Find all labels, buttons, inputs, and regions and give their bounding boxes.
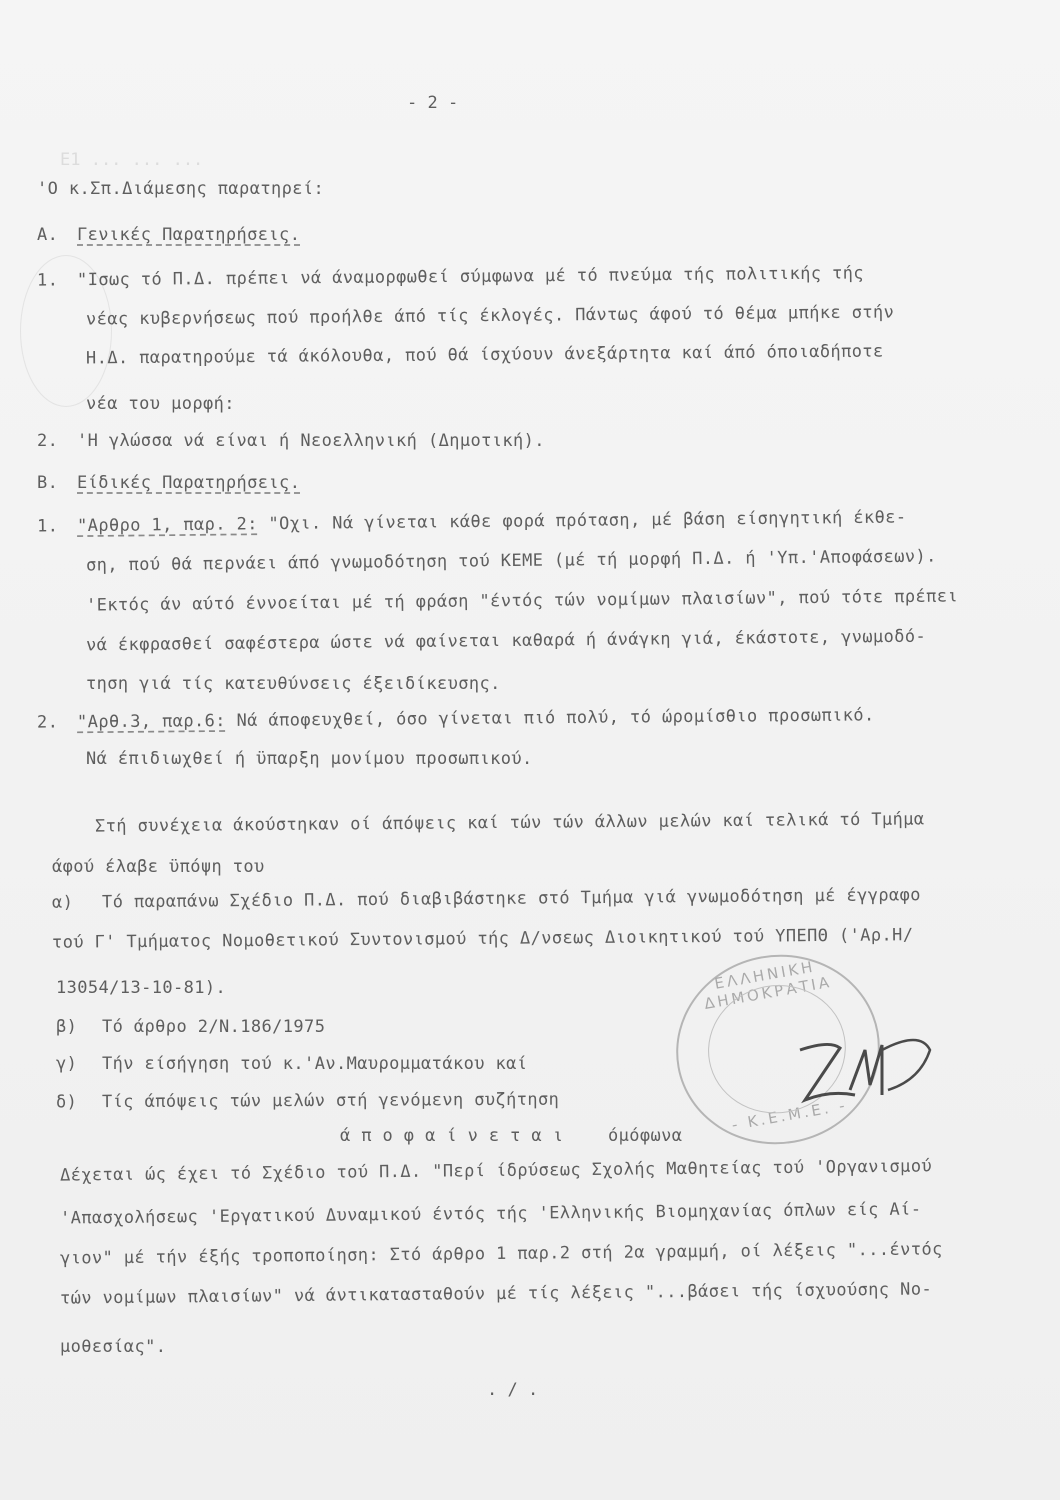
item-b-marker: β): [56, 1017, 78, 1037]
stamp-top-text: ΕΛΛΗΝΙΚΗ ΔΗΜΟΚΡΑΤΙΑ: [702, 957, 834, 1013]
para-2-text: 'Η γλώσσα νά είναι ή Νεοελληνική (Δημοτική).: [77, 431, 545, 451]
para-1-text-1: "Ισως τό Π.Δ. πρέπει νά άναμορφωθεί σύμφωνα μέ τό πνεύμα τής πολιτικής τής: [76, 263, 865, 291]
para-1-line-4: νέα του μορφή:: [86, 394, 235, 414]
para-1-line-3: Η.Δ. παρατηρούμε τά άκόλουθα, πού θά ίσχύουν άνεξάρτητα καί άπό όποιαδήποτε: [85, 341, 884, 369]
item-a-line-3: 13054/13-10-81).: [56, 978, 227, 998]
para-1-line-1: [37, 262, 864, 291]
item-a-line-2: τού Γ' Τμήματος Νομοθετικού Συντονισμού τής Δ/νσεως Διοικητικού τού ΥΠΕΠΘ ('Αρ.Η/: [51, 925, 914, 953]
speaker-line: 'Ο κ.Σπ.Διάμεσης παρατηρεί:: [37, 179, 325, 199]
item-b1-line-2: ση, πού θά περνάει άπό γνωμοδότηση τού ΚΕΜΕ (μέ τή μορφή Π.Δ. ή 'Υπ.'Αποφάσεων).: [85, 546, 937, 576]
item-1-marker: 1.: [36, 270, 59, 291]
item-d-line: [56, 1089, 559, 1114]
item-b1-text-1: "Οχι. Νά γίνεται κάθε φορά πρόταση, μέ βάση είσηγητική έκθε-: [268, 507, 907, 535]
item-b1-marker: 1.: [36, 516, 59, 537]
item-b1-line-5: τηση γιά τίς κατευθύνσεις έξειδίκευσης.: [86, 674, 501, 694]
section-b-marker: Β.: [37, 473, 59, 493]
item-a-marker: α): [51, 892, 74, 913]
item-b-line: [56, 1016, 325, 1038]
item-b2-line-1: [37, 704, 875, 733]
item-b1-line-1: [37, 506, 907, 537]
article-3-ref: "Αρθ.3, παρ.6:: [76, 711, 226, 733]
item-b2-text-1: Νά άποφευχθεί, όσο γίνεται πιό πολύ, τό ώρομίσθιο προσωπικό.: [236, 705, 875, 731]
section-a-title: Γενικές Παρατηρήσεις.: [77, 225, 301, 245]
item-b1-line-3: 'Εκτός άν αύτό έννοείται μέ τή φράση "έντός τών νομίμων πλαισίων", πού τότε πρέπει: [85, 586, 959, 616]
continuation-line-2: άφού έλαβε ϋπόψη του: [52, 857, 265, 877]
item-b2-marker: 2.: [36, 712, 59, 733]
continuation-line-1: Στή συνέχεια άκούστηκαν οί άπόψεις καί τών τών άλλων μελών καί τελικά τό Τμήμα: [94, 809, 925, 837]
stamp-bottom-text: - Κ.Ε.Μ.Ε. -: [730, 1095, 849, 1135]
page-number: - 2 -: [407, 93, 459, 113]
section-a-heading: [37, 224, 300, 246]
continuation-mark: . / .: [487, 1380, 539, 1400]
item-a-text-1: Τό παραπάνω Σχέδιο Π.Δ. πού διαβιβάστηκε στό Τμήμα γιά γνωμοδότηση μέ έγγραφο: [101, 885, 921, 913]
item-c-text: Τήν είσήγηση τού κ.'Αν.Μαυρομματάκου καί: [102, 1054, 528, 1074]
decision-line-4: τών νομίμων πλαισίων" νά άντικατασταθούν μέ τίς λέξεις "...βάσει τής ίσχυούσης Νο-: [59, 1279, 933, 1309]
unanimous-word: όμόφωνα: [608, 1126, 683, 1146]
decision-line-2: 'Απασχολήσεως 'Εργατικού Δυναμικού έντός τής 'Ελληνικής Βιομηχανίας όπλων είς Αί-: [59, 1199, 922, 1229]
item-a-line-1: [52, 884, 921, 914]
item-b2-line-2: Νά έπιδιωχθεί ή ϋπαρξη μονίμου προσωπικού.: [86, 749, 533, 769]
item-d-text: Τίς άπόψεις τών μελών στή γενόμενη συζήτηση: [101, 1089, 560, 1113]
decision-line-3: γιον" μέ τήν έξής τροποποίηση: Στό άρθρο 1 παρ.2 στή 2α γραμμή, οί λέξεις "...έντός: [59, 1239, 943, 1269]
item-b-text: Τό άρθρο 2/Ν.186/1975: [102, 1017, 326, 1037]
section-b-heading: [37, 472, 300, 494]
item-c-marker: γ): [56, 1054, 78, 1074]
item-c-line: [56, 1053, 527, 1075]
item-d-marker: δ): [55, 1092, 78, 1113]
decision-word: ά π ο φ α ί ν ε τ α ι: [340, 1126, 564, 1146]
article-1-ref: "Αρθρο 1, παρ. 2:: [76, 514, 258, 537]
section-a-marker: Α.: [37, 225, 59, 245]
section-b-title: Είδικές Παρατηρήσεις.: [77, 473, 301, 493]
decision-line-5: μοθεσίας".: [60, 1337, 167, 1357]
para-2-line: [37, 430, 545, 452]
para-1-line-2: νέας κυβερνήσεως πού προήλθε άπό τίς έκλογές. Πάντως άφού τό θέμα μπήκε στήν: [85, 302, 895, 330]
bleed-through-text: Ε1 ... ... ...: [60, 150, 204, 170]
decision-line-1: Δέχεται ώς έχει τό Σχέδιο τού Π.Δ. "Περί ίδρύσεως Σχολής Μαθητείας τού 'Οργανισμού: [59, 1156, 933, 1186]
item-2-marker: 2.: [37, 431, 59, 451]
signature: [770, 1020, 940, 1120]
item-b1-line-4: νά έκφρασθεί σαφέστερα ώστε νά φαίνεται καθαρά ή άνάγκη γιά, έκάστοτε, γνωμοδό-: [85, 626, 927, 656]
